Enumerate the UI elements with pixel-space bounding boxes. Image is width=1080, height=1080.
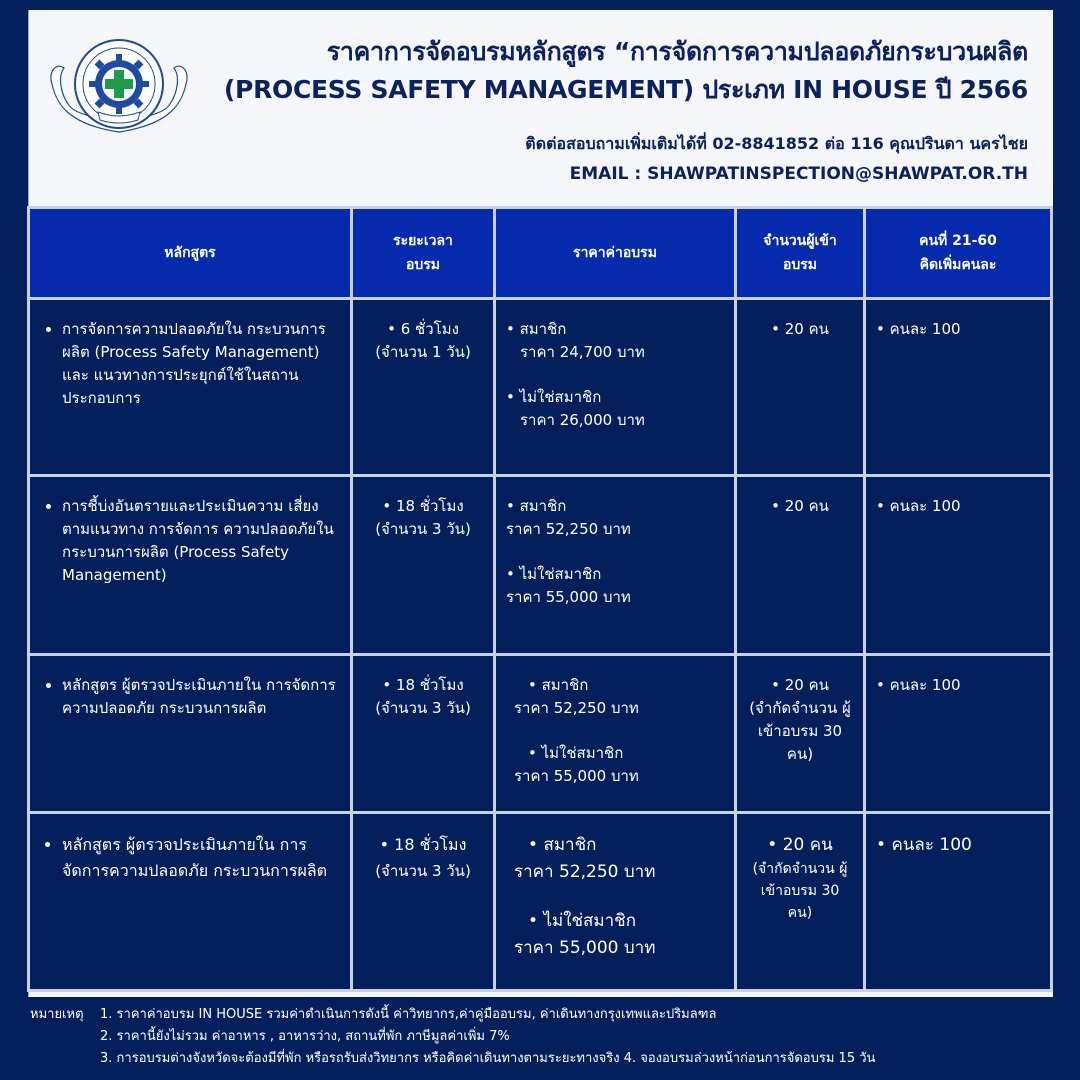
course-name: • การจัดการความปลอดภัยใน กระบวนการผลิต (Process Safety Management) และ แนวทางการประยุกต์ใช้ในสถาน ประกอบการ [62,318,340,410]
nonmember-price: ราคา 55,000 บาท [514,767,639,785]
duration-cell [353,477,493,653]
pricing-table [27,206,1053,992]
participants-count: • 20 คน [747,832,853,858]
course-name: • หลักสูตร ผู้ตรวจประเมินภายใน การจัดการความปลอดภัย กระบวนการผลิต [62,832,340,884]
duration-hours: • 18 ชั่วโมง [363,674,483,697]
duration-hours: • 6 ชั่วโมง [363,318,483,341]
association-logo-icon [46,32,192,140]
note-item: 2. ราคานี้ยังไม่รวม ค่าอาหาร , อาหารว่าง, สถานที่พัก ภาษีมูลค่าเพิ่ม 7% [100,1029,510,1044]
title-line-1: ราคาการจัดอบรมหลักสูตร “การจัดการความปลอดภัยกระบวนผลิต [326,37,1028,66]
contact-phone: ติดต่อสอบถามเพิ่มเติมได้ที่ 02-8841852 ต่อ 116 คุณปรินดา นครไชย [525,134,1028,153]
course-name: • หลักสูตร ผู้ตรวจประเมินภายใน การจัดการความปลอดภัย กระบวนการผลิต [62,674,340,720]
column-header-price: ราคาค่าอบรม [496,209,734,297]
nonmember-label: • ไม่ใช่สมาชิก [506,386,724,409]
member-price: ราคา 52,250 บาท [514,862,656,882]
table-row [30,814,1050,989]
extra-fee: • คนละ 100 [876,674,1040,697]
participants-count: • 20 คน [747,674,853,697]
column-header-extra-fee: คนที่ 21-60 คิดเพิ่มคนละ [866,209,1050,297]
note-item: 3. การอบรมต่างจังหวัดจะต้องมีที่พัก หรือรถรับส่งวิทยากร หรือคิดค่าเดินทางตามระยะทางจริง 4. จองอบรมล่วงหน้าก่อนการจัดอบรม 15 วัน [100,1051,876,1066]
title-line-2: (PROCESS SAFETY MANAGEMENT) ประเภท IN HOUSE ปี 2566 [223,75,1028,104]
course-cell [30,814,350,989]
table-row [30,477,1050,653]
extra-fee: • คนละ 100 [876,495,1040,518]
participants-cell [737,656,863,811]
member-label: • สมาชิก [514,832,724,859]
course-name: • การชี้บ่งอันตรายและประเมินความ เสี่ยงตามแนวทาง การจัดการ ความปลอดภัยในกระบวนการผลิต (Process Safety Management) [62,495,340,587]
column-header-participants: จำนวนผู้เข้า อบรม [737,209,863,297]
member-label: • สมาชิก [506,318,724,341]
participants-note: (จำกัดจำนวน ผู้เข้าอบรม 30 คน) [752,861,848,921]
duration-days: (จำนวน 1 วัน) [375,343,471,361]
nonmember-label: • ไม่ใช่สมาชิก [514,742,724,765]
member-label: • สมาชิก [506,495,724,518]
nonmember-price: ราคา 55,000 บาท [514,938,656,958]
duration-days: (จำนวน 3 วัน) [375,862,471,880]
extra-fee: • คนละ 100 [876,832,1040,858]
price-cell [496,656,734,811]
extra-fee-cell [866,656,1050,811]
extra-fee: • คนละ 100 [876,318,1040,341]
course-cell [30,300,350,474]
member-price: ราคา 52,250 บาท [514,699,639,717]
notes-section [30,1004,875,1070]
participants-cell [737,477,863,653]
price-cell [496,477,734,653]
duration-days: (จำนวน 3 วัน) [375,699,471,717]
participants-cell [737,814,863,989]
extra-fee-cell [866,477,1050,653]
member-price: ราคา 52,250 บาท [506,520,631,538]
duration-cell [353,814,493,989]
nonmember-label: • ไม่ใช่สมาชิก [506,563,724,586]
member-price: ราคา 24,700 บาท [520,343,645,361]
contact-email: EMAIL : SHAWPATINSPECTION@SHAWPAT.OR.TH [569,164,1028,184]
nonmember-label: • ไม่ใช่สมาชิก [514,908,724,935]
member-label: • สมาชิก [514,674,724,697]
duration-hours: • 18 ชั่วโมง [363,832,483,858]
participants-note: (จำกัดจำนวน ผู้เข้าอบรม 30 คน) [749,699,851,763]
column-header-course: หลักสูตร [30,209,350,297]
course-cell [30,656,350,811]
price-cell [496,300,734,474]
participants-count: • 20 คน [747,318,853,341]
table-row [30,300,1050,474]
duration-days: (จำนวน 3 วัน) [375,520,471,538]
page-title [224,34,1028,108]
participants-cell [737,300,863,474]
nonmember-price: ราคา 26,000 บาท [520,411,645,429]
duration-hours: • 18 ชั่วโมง [363,495,483,518]
extra-fee-cell [866,300,1050,474]
extra-fee-cell [866,814,1050,989]
note-item: หมายเหตุ 1. ราคาค่าอบรม IN HOUSE รวมค่าดำเนินการดังนี้ ค่าวิทยากร,ค่าคู่มืออบรม, ค่าเดินทางกรุงเทพและปริมลฑล [30,1004,875,1026]
table-header-row [30,209,1050,297]
table-row [30,656,1050,811]
price-cell [496,814,734,989]
duration-cell [353,300,493,474]
course-cell [30,477,350,653]
notes-label: หมายเหตุ [30,1007,84,1022]
contact-info [525,130,1028,188]
column-header-duration: ระยะเวลา อบรม [353,209,493,297]
participants-count: • 20 คน [747,495,853,518]
nonmember-price: ราคา 55,000 บาท [506,588,631,606]
duration-cell [353,656,493,811]
